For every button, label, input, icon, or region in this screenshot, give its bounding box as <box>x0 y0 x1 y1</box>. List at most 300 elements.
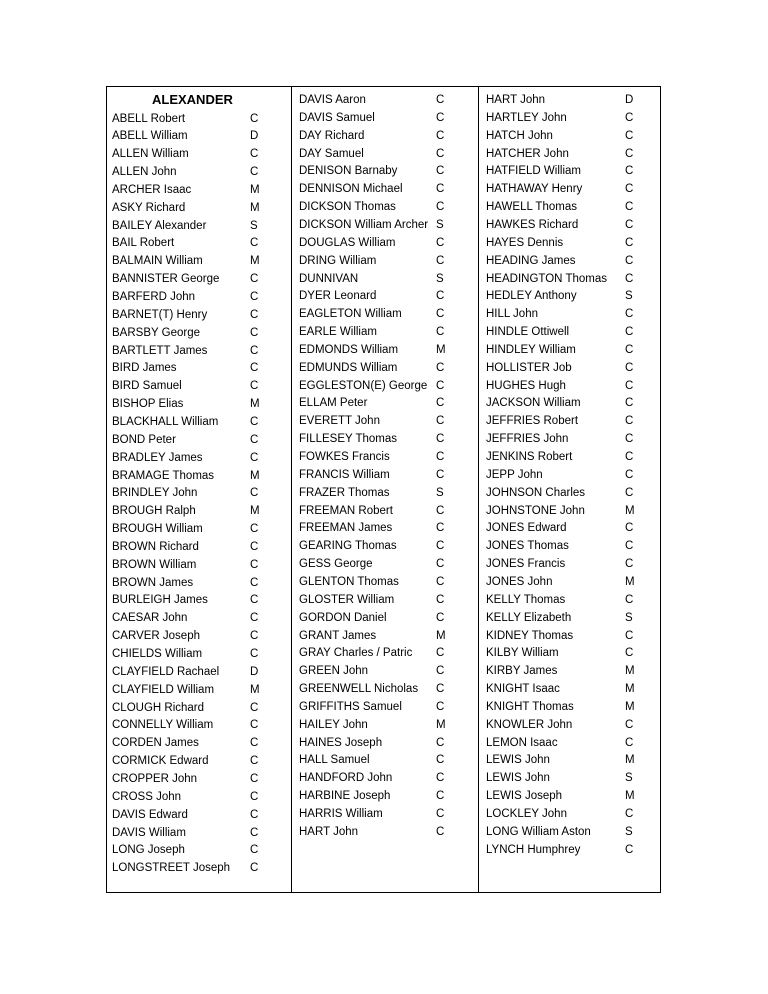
status-code: C <box>250 487 259 500</box>
list-item <box>112 558 264 572</box>
status-code: C <box>436 165 445 178</box>
list-item <box>486 218 639 232</box>
person-name: HATFIELD William <box>486 165 581 178</box>
status-code: C <box>436 647 445 660</box>
status-code: C <box>436 183 445 196</box>
status-code: C <box>436 129 445 142</box>
list-item <box>112 772 264 786</box>
list-item <box>486 432 639 446</box>
status-code: C <box>436 700 445 713</box>
list-item <box>486 468 639 482</box>
status-code: M <box>436 343 446 356</box>
status-code: M <box>250 255 260 268</box>
list-item <box>112 254 264 268</box>
person-name: ELLAM Peter <box>299 397 368 410</box>
person-name: JEFFRIES Robert <box>486 415 579 428</box>
status-code: M <box>625 575 635 588</box>
person-name: HART John <box>299 825 359 838</box>
status-code: C <box>436 94 445 106</box>
status-code: C <box>625 843 634 856</box>
list-item <box>112 147 264 161</box>
person-name: JONES Thomas <box>486 540 569 553</box>
person-name: BAILEY Alexander <box>112 219 207 232</box>
list-item <box>112 129 264 143</box>
person-name: DUNNIVAN <box>299 272 359 285</box>
person-name: JOHNSON Charles <box>486 486 586 499</box>
list-item <box>486 504 639 518</box>
person-name: BARFERD John <box>112 291 196 303</box>
status-code: C <box>436 754 445 767</box>
list-item <box>112 843 264 857</box>
person-name: CONNELLY William <box>112 719 214 732</box>
list-item <box>112 308 264 322</box>
person-name: LEWIS Joseph <box>486 790 563 803</box>
list-item <box>299 236 450 250</box>
person-name: ARCHER Isaac <box>112 183 192 196</box>
person-name: BAIL Robert <box>112 237 175 250</box>
status-code: C <box>250 576 259 589</box>
list-item <box>486 789 639 803</box>
status-code: M <box>625 504 635 517</box>
person-name: EDMONDS William <box>299 343 399 356</box>
person-name: BOND Peter <box>112 433 176 446</box>
list-item <box>486 450 639 464</box>
list-item <box>299 646 450 660</box>
list-item <box>299 682 450 696</box>
status-code: M <box>250 398 260 411</box>
person-name: CROSS John <box>112 790 182 803</box>
status-code: S <box>625 772 633 785</box>
status-code: C <box>436 825 445 838</box>
person-name: HART John <box>486 94 546 106</box>
person-name: DOUGLAS William <box>299 236 396 249</box>
list-item <box>112 183 264 197</box>
person-name: LOCKLEY John <box>486 808 567 820</box>
list-item <box>112 326 264 340</box>
status-code: C <box>436 201 445 214</box>
list-item <box>112 576 264 590</box>
list-item <box>299 343 450 357</box>
list-item <box>112 826 264 840</box>
status-code: C <box>250 648 259 660</box>
person-name: FREEMAN Robert <box>299 504 393 517</box>
status-code: C <box>625 451 634 463</box>
status-code: C <box>625 183 634 196</box>
status-code: C <box>625 593 634 606</box>
list-item <box>299 771 450 785</box>
list-item <box>299 379 450 393</box>
status-code: C <box>436 611 445 624</box>
person-name: HARBINE Joseph <box>299 790 391 803</box>
status-code: C <box>436 254 445 267</box>
roster-table <box>106 86 661 893</box>
person-name: GLOSTER William <box>299 593 395 606</box>
list-item <box>112 593 264 607</box>
person-name: HAINES Joseph <box>299 736 383 749</box>
status-code: C <box>250 148 259 161</box>
person-name: ABELL William <box>112 130 188 143</box>
person-name: BURLEIGH James <box>112 594 208 607</box>
list-item <box>486 343 639 357</box>
list-item <box>299 182 450 196</box>
status-code: S <box>625 825 633 838</box>
list-item <box>112 486 264 500</box>
list-item <box>299 93 450 107</box>
list-item <box>112 415 264 429</box>
person-name: LONGSTREET Joseph <box>112 862 231 875</box>
status-code: C <box>250 344 259 357</box>
list-item <box>112 647 264 661</box>
list-item <box>112 629 264 643</box>
list-item <box>486 664 639 678</box>
status-code: C <box>436 683 445 696</box>
person-name: ALLEN John <box>112 166 177 179</box>
list-item <box>299 557 450 571</box>
person-name: LYNCH Humphrey <box>486 843 581 856</box>
list-item <box>486 646 639 660</box>
list-item <box>299 504 450 518</box>
list-item <box>299 789 450 803</box>
list-item <box>299 450 450 464</box>
person-name: DAVIS Samuel <box>299 111 375 124</box>
list-item <box>299 629 450 643</box>
person-name: CLOUGH Richard <box>112 701 205 714</box>
list-item <box>486 289 639 303</box>
status-code: S <box>436 272 444 285</box>
status-code: C <box>250 540 259 553</box>
status-code: S <box>436 218 444 231</box>
person-name: HEADING James <box>486 254 576 267</box>
status-code: C <box>250 558 259 571</box>
list-item <box>112 397 264 411</box>
status-code: C <box>625 308 634 321</box>
status-code: C <box>625 254 634 267</box>
status-code: C <box>436 504 445 517</box>
column-divider <box>291 87 292 892</box>
list-item <box>486 182 639 196</box>
status-code: C <box>250 755 259 768</box>
status-code: C <box>625 111 634 124</box>
person-name: HALL Samuel <box>299 754 370 767</box>
list-item <box>486 129 639 143</box>
person-name: ALLEN William <box>112 148 189 161</box>
status-code: C <box>436 433 445 446</box>
list-item <box>486 825 639 839</box>
person-name: GRANT James <box>299 629 377 642</box>
status-code: C <box>436 147 445 160</box>
list-item <box>112 236 264 250</box>
person-name: HARRIS William <box>299 808 383 820</box>
person-name: EDMUNDS William <box>299 361 398 374</box>
status-code: C <box>250 826 259 839</box>
person-name: CHIELDS William <box>112 648 203 660</box>
person-name: HATCH John <box>486 129 553 142</box>
status-code: C <box>250 737 259 750</box>
person-name: EGGLESTON(E) George <box>299 379 428 392</box>
status-code: C <box>436 236 445 249</box>
status-code: C <box>436 772 445 785</box>
person-name: EARLE William <box>299 326 377 339</box>
list-item <box>299 664 450 678</box>
person-name: HINDLE Ottiwell <box>486 326 570 339</box>
person-name: BANNISTER George <box>112 273 220 286</box>
person-name: KELLY Elizabeth <box>486 611 572 624</box>
person-name: BALMAIN William <box>112 255 203 268</box>
person-name: ASKY Richard <box>112 201 186 214</box>
status-code: C <box>250 237 259 250</box>
person-name: KNOWLER John <box>486 718 573 731</box>
person-name: HARTLEY John <box>486 111 567 124</box>
list-item <box>112 736 264 750</box>
status-code: C <box>436 361 445 374</box>
status-code: C <box>250 612 259 625</box>
person-name: BROWN William <box>112 558 197 571</box>
list-item <box>299 468 450 482</box>
status-code: C <box>625 486 634 499</box>
person-name: HAILEY John <box>299 718 368 731</box>
status-code: C <box>625 415 634 428</box>
person-name: JEFFRIES John <box>486 433 569 446</box>
list-item <box>112 451 264 465</box>
person-name: BISHOP Elias <box>112 398 184 411</box>
status-code: C <box>250 594 259 607</box>
person-name: FRAZER Thomas <box>299 486 390 499</box>
list-item <box>112 611 264 625</box>
person-name: DAY Richard <box>299 129 365 142</box>
status-code: C <box>250 291 259 303</box>
status-code: C <box>250 523 259 536</box>
list-item <box>486 361 639 375</box>
list-item <box>486 718 639 732</box>
list-item <box>486 771 639 785</box>
person-name: HEADINGTON Thomas <box>486 272 607 285</box>
person-name: KIRBY James <box>486 665 558 678</box>
list-item <box>112 469 264 483</box>
status-code: C <box>625 647 634 660</box>
status-code: C <box>436 736 445 749</box>
list-item <box>299 486 450 500</box>
person-name: GEARING Thomas <box>299 540 397 553</box>
list-item <box>486 807 639 821</box>
status-code: M <box>436 718 446 731</box>
person-name: HATHAWAY Henry <box>486 183 583 196</box>
list-item <box>299 753 450 767</box>
status-code: C <box>625 218 634 231</box>
list-item <box>486 629 639 643</box>
status-code: C <box>625 326 634 339</box>
list-item <box>299 539 450 553</box>
list-item <box>299 254 450 268</box>
status-code: S <box>625 611 633 624</box>
person-name: EVERETT John <box>299 415 380 428</box>
status-code: C <box>250 451 259 464</box>
status-code: C <box>436 111 445 124</box>
status-code: C <box>436 558 445 571</box>
list-item <box>112 665 264 679</box>
list-item <box>299 200 450 214</box>
person-name: HUGHES Hugh <box>486 379 566 392</box>
list-item <box>112 861 264 875</box>
status-code: C <box>625 129 634 142</box>
list-item <box>299 307 450 321</box>
list-item <box>486 521 639 535</box>
status-code: M <box>625 700 635 713</box>
person-name: HOLLISTER Job <box>486 361 572 374</box>
status-code: C <box>625 718 634 731</box>
status-code: M <box>250 505 260 518</box>
status-code: C <box>250 308 259 321</box>
column-divider <box>478 87 479 892</box>
status-code: C <box>250 844 259 857</box>
person-name: GREEN John <box>299 665 369 678</box>
person-name: DYER Leonard <box>299 290 377 303</box>
status-code: C <box>250 719 259 732</box>
list-item <box>112 540 264 554</box>
status-code: C <box>625 468 634 481</box>
status-code: C <box>625 540 634 553</box>
person-name: BLACKHALL William <box>112 415 219 428</box>
list-item <box>486 557 639 571</box>
status-code: C <box>436 290 445 303</box>
status-code: C <box>436 808 445 820</box>
status-code: C <box>625 361 634 374</box>
list-item <box>486 272 639 286</box>
status-code: C <box>625 736 634 749</box>
person-name: JONES John <box>486 575 553 588</box>
list-item <box>486 379 639 393</box>
list-item <box>112 272 264 286</box>
status-code: C <box>250 772 259 785</box>
status-code: C <box>436 308 445 321</box>
status-code: C <box>436 397 445 410</box>
status-code: D <box>250 130 259 143</box>
list-item <box>486 396 639 410</box>
list-item <box>299 718 450 732</box>
list-item <box>486 736 639 750</box>
status-code: C <box>436 415 445 428</box>
list-item <box>112 718 264 732</box>
status-code: C <box>436 540 445 553</box>
list-item <box>486 753 639 767</box>
person-name: BRINDLEY John <box>112 487 198 500</box>
person-name: CARVER Joseph <box>112 630 200 643</box>
list-item <box>486 200 639 214</box>
list-item <box>299 164 450 178</box>
status-code: C <box>625 629 634 642</box>
person-name: GRIFFITHS Samuel <box>299 700 402 713</box>
person-name: DAVIS William <box>112 826 186 839</box>
person-name: CLAYFIELD Rachael <box>112 665 220 678</box>
person-name: BRADLEY James <box>112 451 203 464</box>
list-item <box>299 432 450 446</box>
list-item <box>486 111 639 125</box>
list-item <box>112 701 264 715</box>
person-name: FILLESEY Thomas <box>299 433 398 446</box>
status-code: M <box>250 683 260 696</box>
person-name: LEWIS John <box>486 754 550 767</box>
status-code: C <box>625 236 634 249</box>
person-name: KIDNEY Thomas <box>486 629 574 642</box>
list-item <box>112 290 264 304</box>
list-item <box>299 218 450 232</box>
status-code: M <box>625 790 635 803</box>
status-code: C <box>625 343 634 356</box>
list-item <box>299 807 450 821</box>
person-name: FRANCIS William <box>299 468 390 481</box>
list-item <box>299 129 450 143</box>
person-name: BARNET(T) Henry <box>112 308 208 321</box>
status-code: S <box>625 290 633 303</box>
person-name: JONES Edward <box>486 522 567 535</box>
list-item <box>112 219 264 233</box>
status-code: D <box>250 665 259 678</box>
person-name: GLENTON Thomas <box>299 575 399 588</box>
status-code: M <box>625 683 635 696</box>
person-name: KNIGHT Thomas <box>486 700 574 713</box>
person-name: HINDLEY William <box>486 343 576 356</box>
list-item <box>112 361 264 375</box>
person-name: BROUGH William <box>112 523 203 536</box>
list-item <box>112 522 264 536</box>
person-name: HEDLEY Anthony <box>486 290 577 303</box>
person-name: LONG Joseph <box>112 844 185 857</box>
list-item <box>299 289 450 303</box>
list-item <box>112 379 264 393</box>
status-code: C <box>250 326 259 339</box>
person-name: CORDEN James <box>112 737 199 750</box>
list-item <box>299 593 450 607</box>
list-item <box>112 808 264 822</box>
status-code: C <box>436 451 445 463</box>
person-name: HAWKES Richard <box>486 218 579 231</box>
person-name: DRING William <box>299 254 377 267</box>
list-item <box>299 700 450 714</box>
status-code: C <box>250 273 259 286</box>
status-code: C <box>436 593 445 606</box>
status-code: M <box>436 629 446 642</box>
list-item <box>112 112 264 126</box>
person-name: GESS George <box>299 558 373 571</box>
person-name: DENNISON Michael <box>299 183 403 196</box>
status-code: S <box>436 486 444 499</box>
list-item <box>112 754 264 768</box>
person-name: CLAYFIELD William <box>112 683 215 696</box>
list-item <box>299 272 450 286</box>
person-name: LONG William Aston <box>486 825 591 838</box>
person-name: HATCHER John <box>486 147 569 160</box>
list-item <box>486 700 639 714</box>
person-name: KELLY Thomas <box>486 593 566 606</box>
status-code: C <box>625 147 634 160</box>
status-code: C <box>625 558 634 571</box>
status-code: C <box>625 522 634 535</box>
list-item <box>486 611 639 625</box>
list-item <box>112 433 264 447</box>
list-item <box>486 593 639 607</box>
list-item <box>486 575 639 589</box>
list-item <box>112 344 264 358</box>
status-code: C <box>436 665 445 678</box>
list-item <box>486 539 639 553</box>
person-name: GORDON Daniel <box>299 611 387 624</box>
status-code: M <box>625 665 635 678</box>
list-item <box>112 504 264 518</box>
person-name: KNIGHT Isaac <box>486 683 560 696</box>
status-code: C <box>250 790 259 803</box>
list-item <box>486 254 639 268</box>
person-name: BIRD Samuel <box>112 380 182 393</box>
person-name: BARSBY George <box>112 326 201 339</box>
